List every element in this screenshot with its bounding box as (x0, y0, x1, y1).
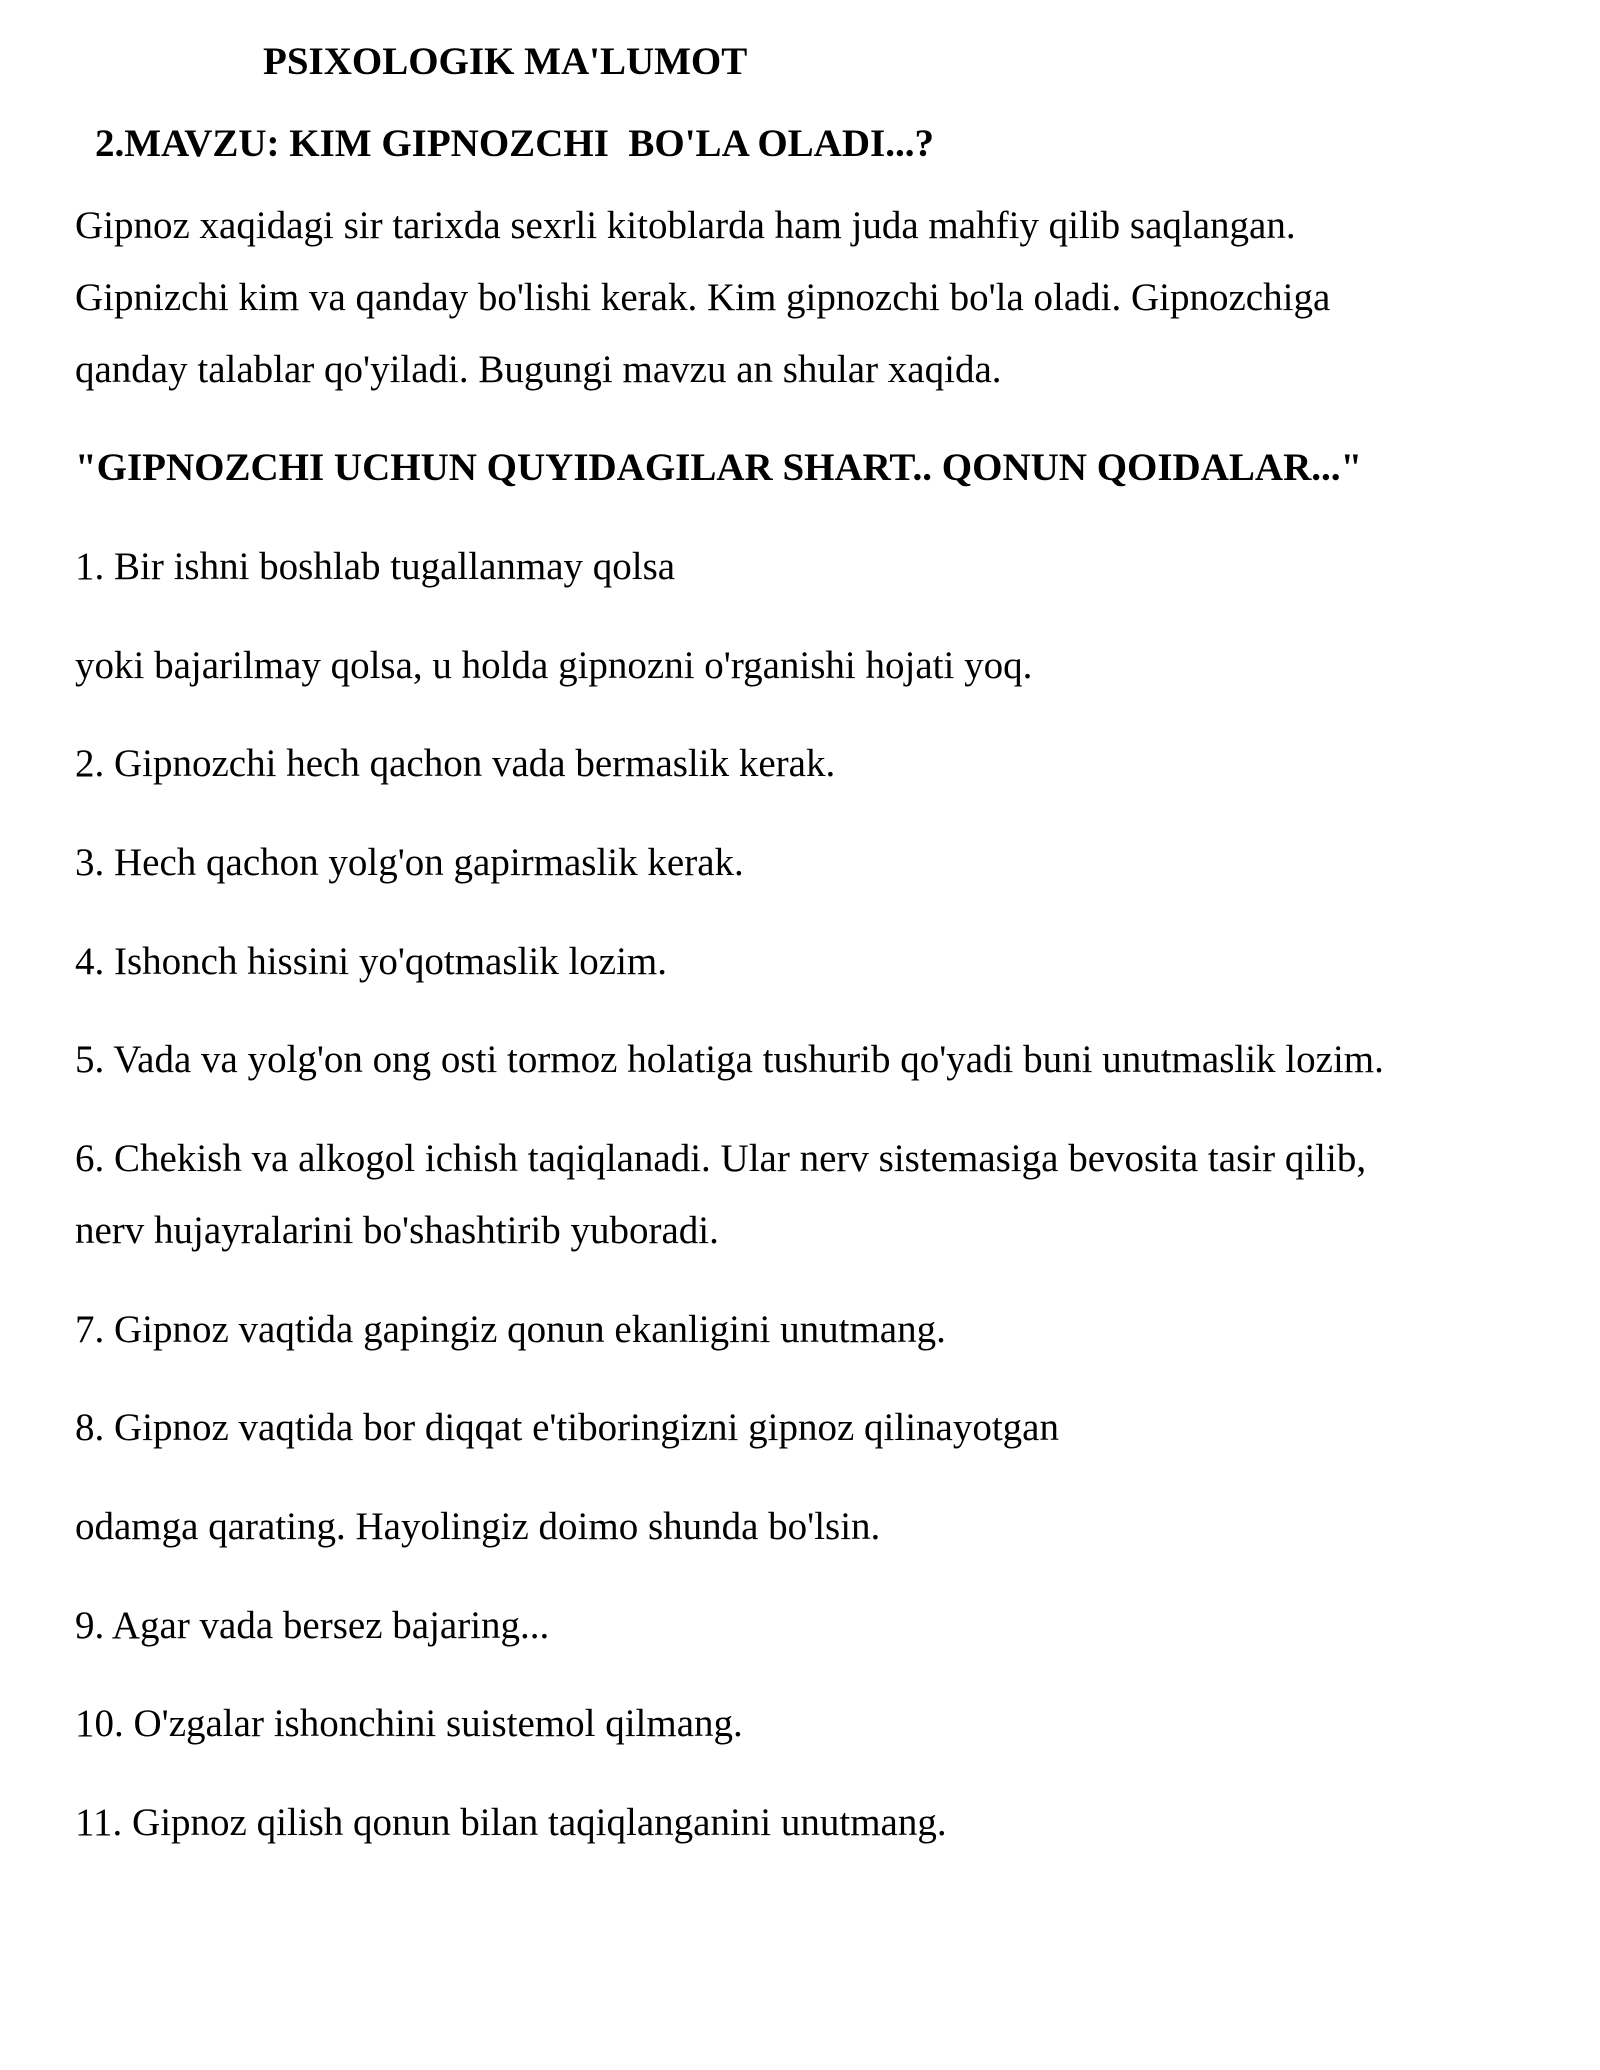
rule-7: 7. Gipnoz vaqtida gapingiz qonun ekanligini unutmang. (75, 1308, 946, 1351)
rule-6-line-1: 6. Chekish va alkogol ichish taqiqlanadi. Ular nerv sistemasiga bevosita tasir qilib, (75, 1137, 1367, 1180)
intro-line-3: qanday talablar qo'yiladi. Bugungi mavzu an shular xaqida. (75, 348, 1002, 391)
rule-2: 2. Gipnozchi hech qachon vada bermaslik kerak. (75, 742, 836, 785)
document-subtitle: 2.MAVZU: KIM GIPNOZCHI BO'LA OLADI...? (95, 122, 934, 165)
rules-heading: "GIPNOZCHI UCHUN QUYIDAGILAR SHART.. QONUN QOIDALAR..." (75, 446, 1363, 489)
rule-10: 10. O'zgalar ishonchini suistemol qilmang. (75, 1702, 743, 1745)
rule-1-continued: yoki bajarilmay qolsa, u holda gipnozni o'rganishi hojati yoq. (75, 644, 1033, 687)
rule-11: 11. Gipnoz qilish qonun bilan taqiqlanganini unutmang. (75, 1801, 947, 1844)
rule-1: 1. Bir ishni boshlab tugallanmay qolsa (75, 545, 676, 588)
document-title: PSIXOLOGIK MA'LUMOT (263, 40, 748, 83)
rule-5: 5. Vada va yolg'on ong osti tormoz holatiga tushurib qo'yadi buni unutmaslik lozim. (75, 1038, 1384, 1081)
rule-8: 8. Gipnoz vaqtida bor diqqat e'tiboringizni gipnoz qilinayotgan (75, 1406, 1059, 1449)
rule-8-continued: odamga qarating. Hayolingiz doimo shunda bo'lsin. (75, 1505, 881, 1548)
intro-line-2: Gipnizchi kim va qanday bo'lishi kerak. Kim gipnozchi bo'la oladi. Gipnozchiga (75, 276, 1331, 319)
rule-6-line-2: nerv hujayralarini bo'shashtirib yuboradi. (75, 1209, 719, 1252)
intro-line-1: Gipnoz xaqidagi sir tarixda sexrli kitoblarda ham juda mahfiy qilib saqlangan. (75, 204, 1296, 247)
rule-4: 4. Ishonch hissini yo'qotmaslik lozim. (75, 940, 668, 983)
rule-9: 9. Agar vada bersez bajaring... (75, 1604, 550, 1647)
rule-3: 3. Hech qachon yolg'on gapirmaslik kerak. (75, 841, 744, 884)
